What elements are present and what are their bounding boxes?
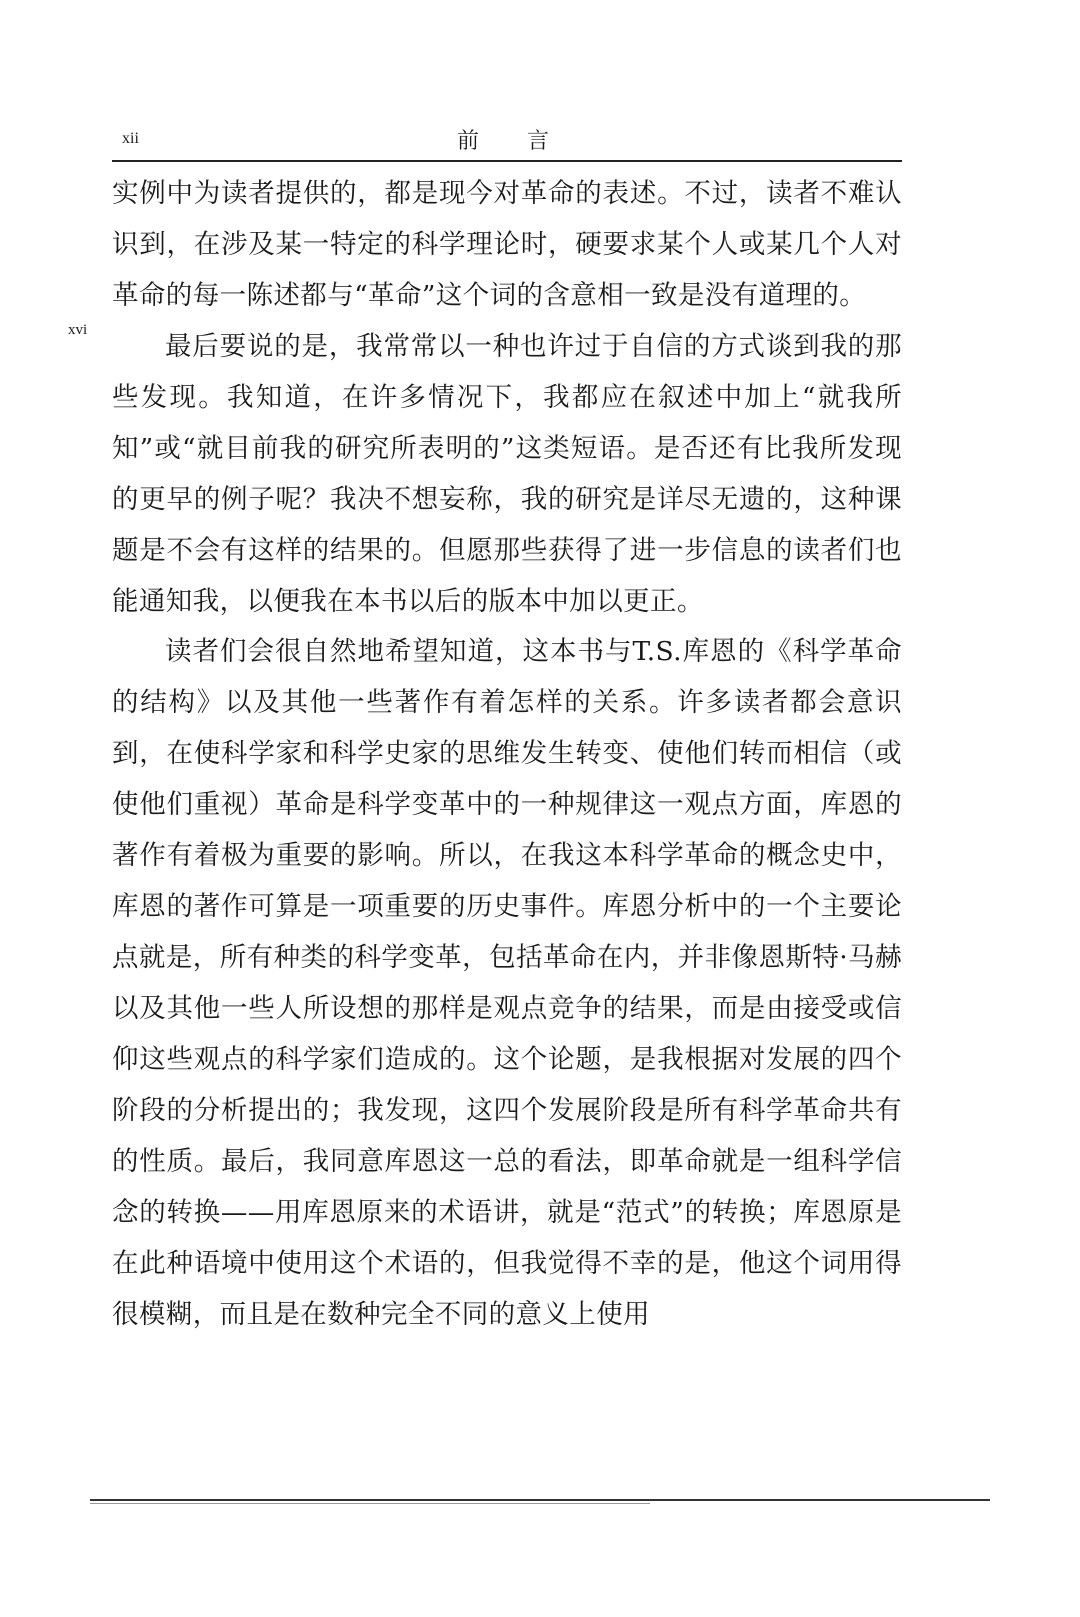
margin-page-reference: xvi bbox=[68, 322, 88, 338]
footer-rule-thin bbox=[90, 1503, 650, 1504]
footer-rule bbox=[90, 1499, 990, 1501]
body-text-lower bbox=[112, 626, 902, 1340]
paragraph: 最后要说的是，我常常以一种也许过于自信的方式谈到我的那些发现。我知道，在许多情况下，我都应在叙述中加上“就我所知”或“就目前我的研究所表明的”这类短语。是否还有比我所发现的更早的例子呢？我决不想妄称，我的研究是详尽无遗的，这种课题是不会有这样的结果的。但愿那些获得了进一步信息的读者们也能通知我，以便我在本书以后的版本中加以更正。 bbox=[112, 331, 902, 617]
paragraph: 读者们会很自然地希望知道，这本书与T.S.库恩的《科学革命的结构》以及其他一些著作有着怎样的关系。许多读者都会意识到，在使科学家和科学史家的思维发生转变、使他们转而相信（或使他们重视）革命是科学变革中的一种规律这一观点方面，库恩的著作有着极为重要的影响。所以，在我这本科学革命的概念史中，库恩的著作可算是一项重要的历史事件。库恩分析中的一个主要论点就是，所有种类的科学变革，包括革命在内，并非像恩斯特·马赫以及其他一些人所设想的那样是观点竞争的结果，而是由接受或信仰这些观点的科学家们造成的。这个论题，是我根据对发展的四个阶段的分析提出的；我发现，这四个发展阶段是所有科学革命共有的性质。最后，我同意库恩这一总的看法，即革命就是一组科学信念的转换——用库恩原来的术语讲，就是“范式”的转换；库恩原是在此种语境中使用这个术语的，但我觉得不幸的是，他这个词用得很模糊，而且是在数种完全不同的意义上使用 bbox=[112, 636, 902, 1330]
body-text-upper bbox=[112, 168, 902, 627]
page-number: xii bbox=[122, 130, 139, 147]
paragraph-continued: 实例中为读者提供的，都是现今对革命的表述。不过，读者不难认识到，在涉及某一特定的科学理论时，硬要求某个人或某几个人对革命的每一陈述都与“革命”这个词的含意相一致是没有道理的。 bbox=[112, 178, 902, 311]
page-header bbox=[112, 120, 902, 160]
running-title: 前言 bbox=[457, 129, 598, 154]
header-rule bbox=[112, 160, 902, 162]
